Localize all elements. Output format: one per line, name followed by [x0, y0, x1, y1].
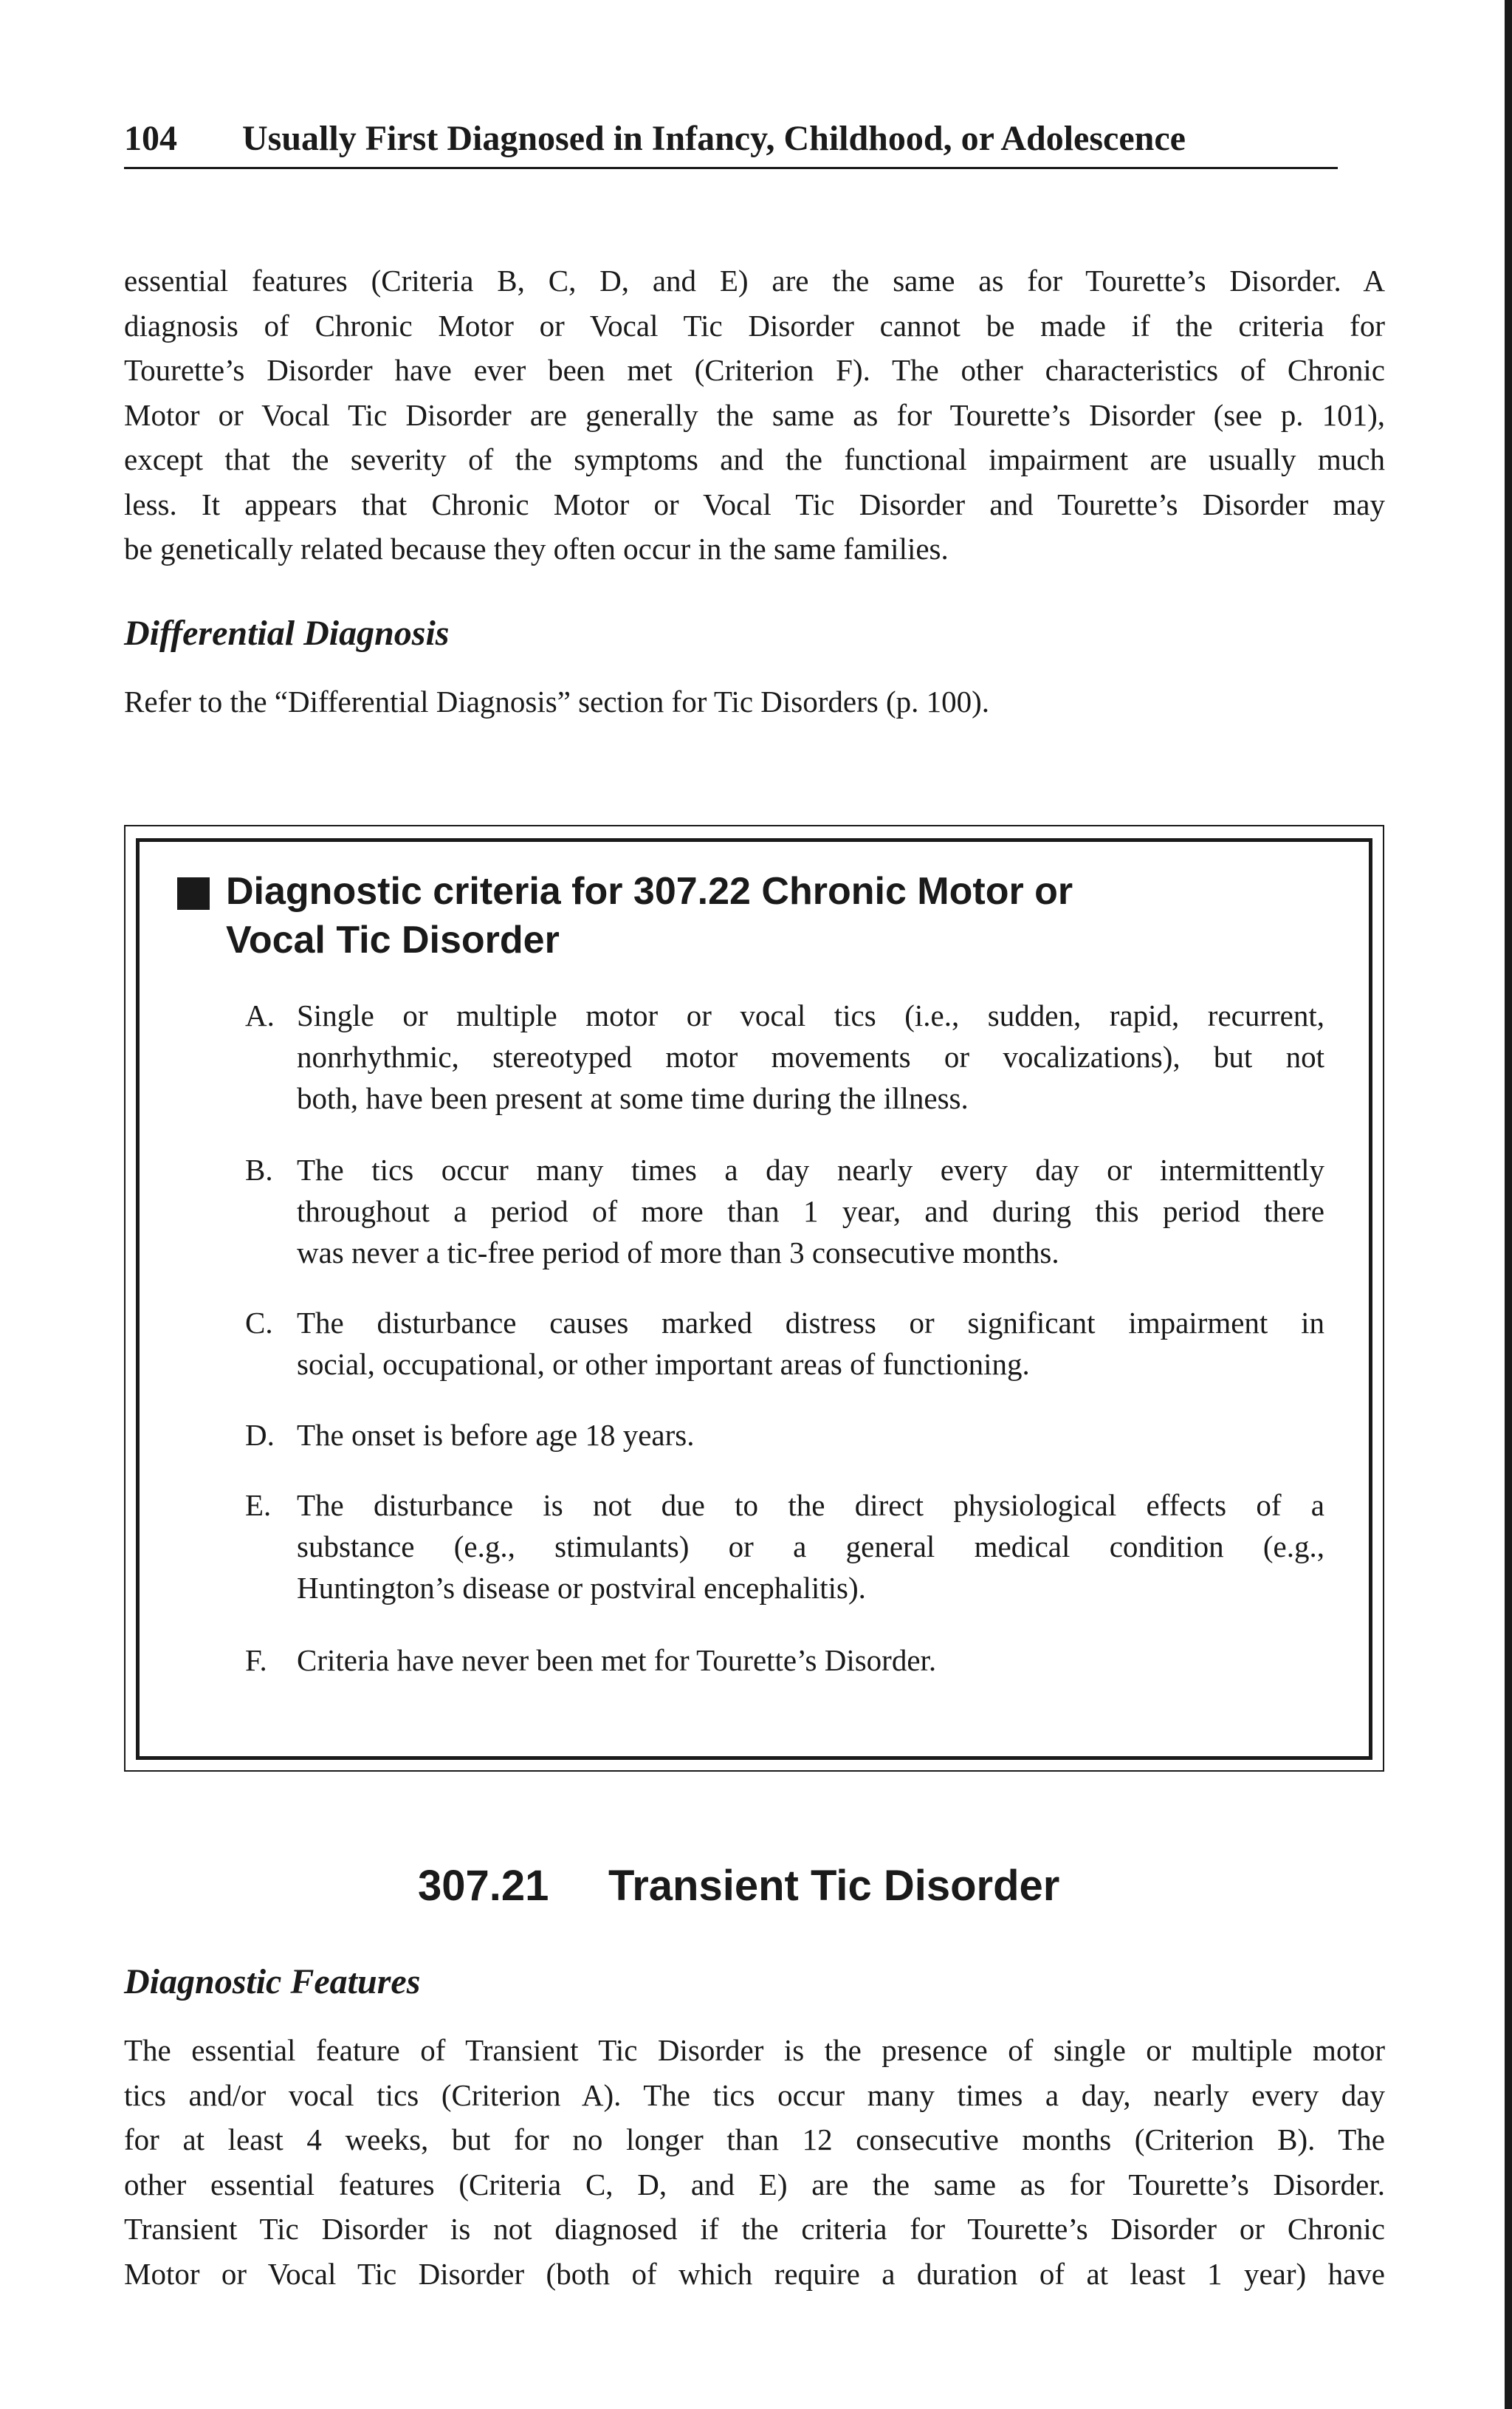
- criteria-title: [226, 867, 1073, 964]
- criteria-title-line: Diagnostic criteria for 307.22 Chronic Motor or: [226, 870, 1073, 913]
- criterion-f: [245, 1639, 1324, 1681]
- text-line: Tourette’s Disorder have ever been met (Criterion F). The other characteristics of Chronic: [124, 353, 1385, 387]
- criterion-b: [245, 1149, 1324, 1273]
- running-header: [124, 111, 1338, 169]
- text-line: social, occupational, or other important areas of functioning.: [297, 1347, 1030, 1381]
- text-line: Motor or Vocal Tic Disorder are generally the same as for Tourette’s Disorder (see p. 101),: [124, 397, 1385, 432]
- criteria-box-inner-border: [136, 838, 1372, 1760]
- criterion-text: [297, 1639, 1324, 1681]
- text-line: The disturbance causes marked distress or significant impairment in: [297, 1306, 1324, 1340]
- text-line: The essential feature of Transient Tic Disorder is the presence of single or multiple motor: [124, 2033, 1385, 2067]
- criterion-text: [297, 1302, 1324, 1385]
- running-title: Usually First Diagnosed in Infancy, Childhood, or Adolescence: [242, 119, 1186, 158]
- criteria-title-line: Vocal Tic Disorder: [226, 919, 560, 962]
- text-line: other essential features (Criteria C, D, and E) are the same as for Tourette’s Disorder.: [124, 2167, 1385, 2201]
- text-line: both, have been present at some time during the illness.: [297, 1081, 969, 1115]
- differential-diagnosis-text: [124, 679, 1385, 724]
- criterion-text: [297, 1484, 1324, 1608]
- criterion-letter: B.: [245, 1153, 273, 1187]
- section-title: [418, 1860, 1059, 1913]
- intro-paragraph: [124, 258, 1385, 572]
- text-line: The disturbance is not due to the direct physiological effects of a: [297, 1488, 1324, 1522]
- diagnostic-features-paragraph: [124, 2028, 1385, 2296]
- criterion-letter: D.: [245, 1418, 275, 1452]
- page-number: 104: [124, 119, 177, 158]
- diagnostic-features-heading: Diagnostic Features: [124, 1962, 421, 2001]
- text-line: The onset is before age 18 years.: [297, 1418, 695, 1452]
- criterion-letter: E.: [245, 1488, 272, 1522]
- criterion-text: [297, 1149, 1324, 1273]
- text-line: be genetically related because they often occur in the same families.: [124, 532, 949, 566]
- text-line: diagnosis of Chronic Motor or Vocal Tic Disorder cannot be made if the criteria for: [124, 308, 1385, 343]
- criteria-box: [124, 825, 1384, 1772]
- criterion-text: [297, 1414, 1324, 1456]
- text-line: Single or multiple motor or vocal tics (i.e., sudden, rapid, recurrent,: [297, 998, 1324, 1032]
- text-line: was never a tic-free period of more than 3 consecutive months.: [297, 1236, 1059, 1269]
- text-line: essential features (Criteria B, C, D, and E) are the same as for Tourette’s Disorder. A: [124, 264, 1385, 298]
- text-line: tics and/or vocal tics (Criterion A). The tics occur many times a day, nearly every day: [124, 2077, 1385, 2112]
- section-code: 307.21: [418, 1862, 549, 1910]
- text-line: Motor or Vocal Tic Disorder (both of which require a duration of at least 1 year) have: [124, 2256, 1385, 2291]
- text-line: nonrhythmic, stereotyped motor movements or vocalizations), but not: [297, 1040, 1324, 1074]
- text-line: throughout a period of more than 1 year, and during this period there: [297, 1194, 1324, 1228]
- criterion-d: [245, 1414, 1324, 1456]
- page-edge-shadow: [1505, 0, 1512, 2409]
- criterion-letter: A.: [245, 998, 275, 1032]
- square-bullet-icon: [177, 877, 210, 910]
- text-line: Huntington’s disease or postviral encephalitis).: [297, 1571, 866, 1605]
- text-line: Transient Tic Disorder is not diagnosed if the criteria for Tourette’s Disorder or Chronic: [124, 2212, 1385, 2246]
- text-line: for at least 4 weeks, but for no longer than 12 consecutive months (Criterion B). The: [124, 2122, 1385, 2156]
- criterion-a: [245, 995, 1324, 1119]
- text-line: except that the severity of the symptoms and the functional impairment are usually much: [124, 442, 1385, 476]
- criterion-letter: F.: [245, 1643, 267, 1677]
- text-line: Criteria have never been met for Tourette’s Disorder.: [297, 1643, 937, 1677]
- text-line: Refer to the “Differential Diagnosis” section for Tic Disorders (p. 100).: [124, 685, 990, 719]
- section-name: Transient Tic Disorder: [608, 1862, 1060, 1910]
- criterion-c: [245, 1302, 1324, 1385]
- differential-diagnosis-heading: Differential Diagnosis: [124, 614, 450, 653]
- criterion-letter: C.: [245, 1306, 273, 1340]
- criterion-e: [245, 1484, 1324, 1608]
- text-line: less. It appears that Chronic Motor or Vocal Tic Disorder and Tourette’s Disorder may: [124, 487, 1385, 521]
- text-line: substance (e.g., stimulants) or a general medical condition (e.g.,: [297, 1529, 1324, 1563]
- text-line: The tics occur many times a day nearly every day or intermittently: [297, 1153, 1324, 1187]
- criterion-text: [297, 995, 1324, 1119]
